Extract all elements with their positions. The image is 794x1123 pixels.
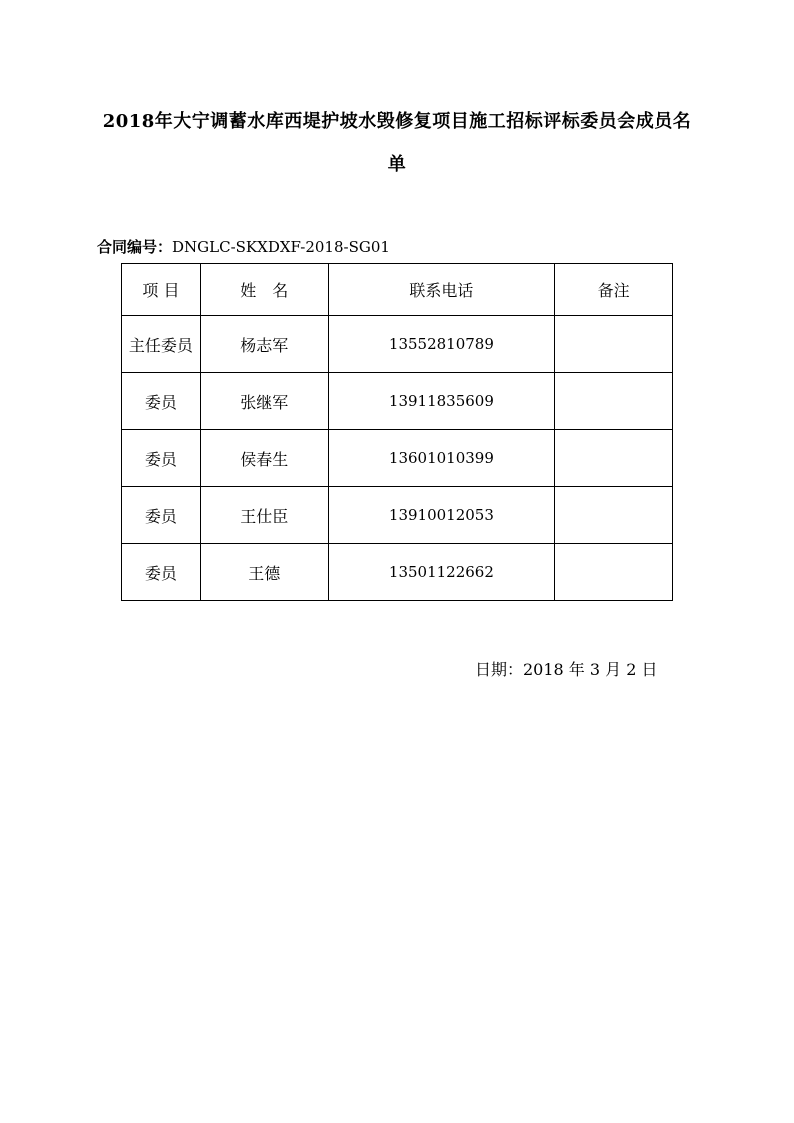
document-title-line-1: 2018年大宁调蓄水库西堤护坡水毁修复项目施工招标评标委员会成员名 [102,111,692,132]
table-header-row [122,264,673,316]
cell-note [555,544,673,601]
cell-role: 委员 [122,373,201,430]
header-phone: 联系电话 [328,264,555,316]
document-title [90,100,704,186]
contract-number-line [97,236,390,257]
cell-note [555,487,673,544]
table-row [122,487,673,544]
contract-number-value: DNGLC-SKXDXF-2018-SG01 [172,238,390,256]
contract-number-label: 合同编号： [97,238,173,256]
document-title-line-2: 单 [387,154,407,175]
header-name: 姓 名 [200,264,328,316]
table-row [122,316,673,373]
cell-note [555,373,673,430]
cell-name: 侯春生 [200,430,328,487]
cell-role: 委员 [122,487,201,544]
header-role: 项 目 [122,264,201,316]
cell-role: 委员 [122,544,201,601]
cell-name: 杨志军 [200,316,328,373]
cell-name: 王仕臣 [200,487,328,544]
document-date: 日期：2018 年 3 月 2 日 [475,660,658,679]
cell-role: 主任委员 [122,316,201,373]
cell-phone: 13501122662 [328,544,555,601]
cell-phone: 13552810789 [328,316,555,373]
cell-phone: 13910012053 [328,487,555,544]
cell-name: 张继军 [200,373,328,430]
cell-note [555,316,673,373]
table-row [122,373,673,430]
cell-role: 委员 [122,430,201,487]
cell-note [555,430,673,487]
cell-phone: 13601010399 [328,430,555,487]
table-row [122,544,673,601]
header-note: 备注 [555,264,673,316]
table-row [122,430,673,487]
cell-phone: 13911835609 [328,373,555,430]
cell-name: 王德 [200,544,328,601]
committee-members-table [121,263,673,601]
